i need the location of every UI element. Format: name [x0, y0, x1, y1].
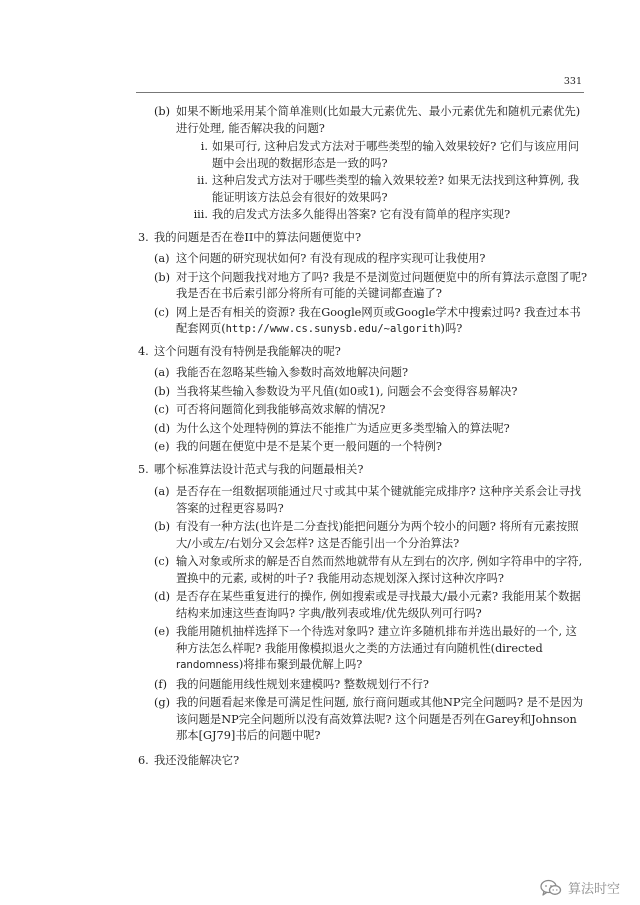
sub-item-text: 这种启发式方法对于哪些类型的输入效果较差? 如果无法找到这种算例, 我能证明该方法总会有很好的效果吗?	[212, 174, 580, 204]
section-title: 我还没能解决它?	[154, 753, 240, 767]
section-title: 这个问题有没有特例是我能解决的呢?	[154, 344, 341, 358]
sub-item-text: 我的启发式方法多久能得出答案? 它有没有简单的程序实现?	[212, 208, 511, 221]
list-item	[154, 384, 588, 401]
item-label: (d)	[154, 421, 171, 435]
item-label: (b)	[154, 270, 171, 284]
item-label: (g)	[154, 696, 171, 709]
item-label: (a)	[154, 366, 170, 379]
item-text-sans: randomness	[176, 660, 239, 671]
item-label: (e)	[154, 440, 170, 453]
item-text: 如果不断地采用某个简单准则(比如最大元素优先、最小元素优先和随机元素优先)进行处理, 能否解决我的问题?	[176, 105, 581, 135]
sub-item	[190, 139, 588, 172]
watermark-text: 算法时空	[567, 882, 620, 897]
list-item	[154, 104, 588, 137]
list-item	[154, 677, 588, 694]
list-item	[154, 421, 588, 438]
sub-item-label: iii.	[193, 208, 208, 221]
item-label: (a)	[154, 485, 170, 498]
item-text: 网上是否有相关的资源? 我在Google网页或Google学术中搜索过吗? 我查过本书配套网页(	[176, 305, 581, 335]
website-url: http://www.cs.sunysb.edu/~algorith	[225, 323, 441, 335]
sub-item-label: i.	[200, 140, 208, 153]
item-text: 对于这个问题我找对地方了吗? 我是不是浏览过问题便览中的所有算法示意图了呢? 我是否在书后索引部分将所有可能的关键词都查遍了?	[176, 270, 588, 300]
sub-item-text: 如果可行, 这种启发式方法对于哪些类型的输入效果较好? 它们与该应用问题中会出现的数据形态是一致的吗?	[212, 140, 580, 170]
item-text: 当我将某些输入参数设为平凡值(如0或1), 问题会不会变得容易解决?	[176, 384, 518, 398]
list-item	[154, 624, 588, 675]
item-text: 可否将问题简化到我能够高效求解的情况?	[176, 403, 386, 416]
list-item	[154, 305, 588, 338]
section-number: 4.	[138, 344, 149, 358]
section-5	[138, 462, 588, 745]
header-rule	[136, 92, 584, 93]
item-label: (c)	[154, 305, 170, 319]
list-item	[154, 695, 588, 745]
item-text: 这个问题的研究现状如何? 有没有现成的程序实现可让我使用?	[176, 252, 486, 265]
item-list	[154, 365, 588, 456]
section-title: 哪个标准算法设计范式与我的问题最相关?	[154, 462, 364, 476]
item-label: (c)	[154, 403, 170, 416]
list-item	[154, 519, 588, 552]
item-label: (c)	[154, 555, 170, 568]
item-text: 我的问题看起来像是可满足性问题, 旅行商问题或其他NP完全问题吗? 是不是因为该问题是NP完全问题所以没有高效算法呢? 这个问题是否列在Garey和Johnson那本[GJ79]书后的问题中呢?	[176, 696, 584, 742]
item-text: 为什么这个处理特例的算法不能推广为适应更多类型输入的算法呢?	[176, 421, 510, 435]
item-list	[154, 251, 588, 338]
list-item	[154, 484, 588, 517]
item-text: 是否存在某些重复进行的操作, 例如搜索或是寻找最大/最小元素? 我能用某个数据结构来加速这些查询吗? 字典/散列表或堆/优先级队列可行吗?	[176, 590, 581, 620]
section-3	[138, 230, 588, 338]
item-label: (b)	[154, 384, 171, 398]
section-2-continuation	[138, 104, 588, 224]
item-label: (a)	[154, 252, 170, 265]
item-text-tail: )将排布聚到最优解上吗?	[238, 658, 363, 671]
list-item	[154, 439, 588, 456]
item-text: 我的问题能用线性规划来建模吗? 整数规划行不行?	[176, 677, 429, 691]
sub-item	[190, 173, 588, 206]
item-label: (d)	[154, 590, 171, 603]
list-item	[154, 365, 588, 382]
section-6	[138, 753, 588, 770]
list-item	[154, 402, 588, 419]
sub-item	[190, 207, 588, 224]
wechat-bubble-icon	[540, 879, 562, 897]
item-label: (e)	[154, 625, 170, 638]
section-number: 3.	[138, 230, 149, 244]
item-text-tail: )吗?	[440, 322, 463, 335]
item-text: 我的问题在便览中是不是某个更一般问题的一个特例?	[176, 440, 442, 453]
section-title: 我的问题是否在卷II中的算法问题便览中?	[154, 230, 362, 244]
page-number: 331	[563, 76, 582, 87]
sub-item-label: ii.	[197, 174, 208, 187]
section-number: 6.	[138, 753, 149, 767]
item-label: (b)	[154, 105, 171, 118]
list-item	[154, 589, 588, 622]
list-item	[154, 251, 588, 268]
item-text: 是否存在一组数据项能通过尺寸或其中某个键就能完成排序? 这种序关系会让寻找答案的过程更容易吗?	[176, 485, 582, 515]
list-item	[154, 270, 588, 303]
item-list	[154, 484, 588, 745]
item-text: 我能否在忽略某些输入参数时高效地解决问题?	[176, 366, 408, 379]
section-4	[138, 344, 588, 456]
item-text: 我能用随机抽样选择下一个待选对象吗? 建立许多随机排布并选出最好的一个, 这种方法怎么样呢? 我能用像模拟退火之类的方法通过有向随机性(directed	[176, 625, 577, 655]
item-text: 输入对象或所求的解是否自然而然地就带有从左到右的次序, 例如字符串中的字符, 置换中的元素, 或树的叶子? 我能用动态规划深入探讨这种次序吗?	[176, 555, 583, 585]
item-label: (f)	[154, 677, 167, 691]
list-item	[154, 554, 588, 587]
item-text: 有没有一种方法(也许是二分查找)能把问题分为两个较小的问题? 将所有元素按照大/小或左/右划分又会怎样? 这是否能引出一个分治算法?	[176, 520, 579, 550]
watermark	[540, 878, 620, 897]
item-label: (b)	[154, 520, 171, 533]
section-number: 5.	[138, 462, 149, 476]
page-content	[138, 104, 588, 769]
